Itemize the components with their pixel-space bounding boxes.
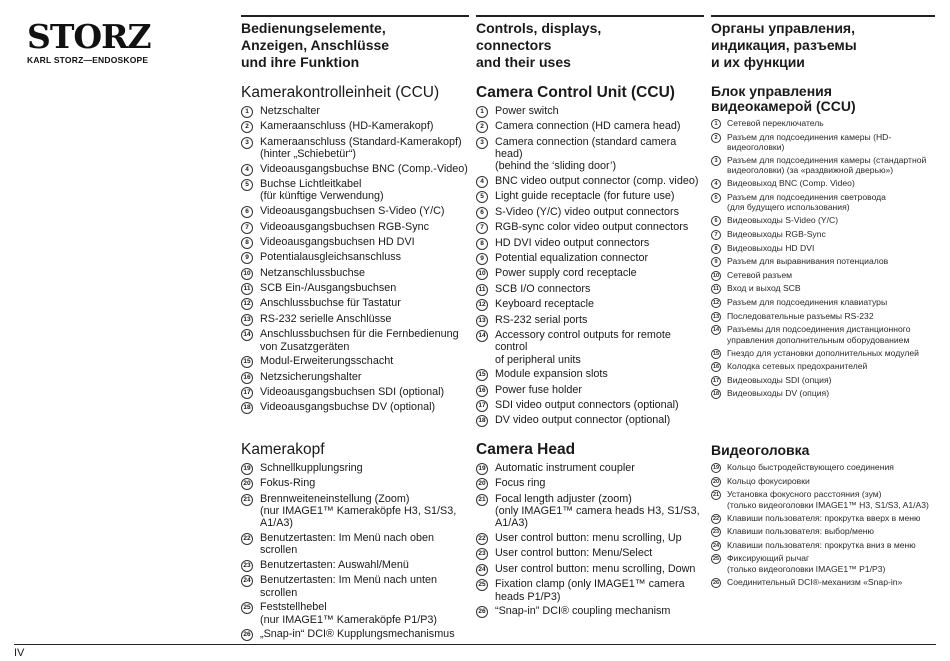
camera-head-title: Kamerakopf	[241, 441, 325, 458]
item-number-badge: 14	[241, 329, 253, 341]
item-number-badge: 1	[711, 119, 721, 129]
list-item	[241, 120, 469, 133]
ccu-title: Kamerakontrolleinheit (CCU)	[241, 84, 440, 101]
ccu-list	[476, 105, 704, 427]
column-header: Органы управления, индикация, разъемы и их функции	[711, 20, 857, 70]
item-text: HD DVI video output connectors	[495, 236, 650, 249]
item-number-badge: 9	[476, 253, 488, 265]
item-number-badge: 15	[712, 350, 720, 357]
item-text: Anschlussbuchsen für die Fernbedienung von Zusatzgeräten	[260, 328, 459, 353]
list-item	[711, 361, 935, 372]
list-item	[241, 574, 469, 599]
item-text: Benutzertasten: Auswahl/Menü	[260, 559, 409, 572]
item-number-badge: 21	[476, 494, 488, 506]
item-text: Netzsicherungshalter	[260, 370, 362, 383]
item-number-badge: 15	[241, 356, 253, 368]
item-number-badge: 21	[241, 494, 253, 506]
column-header: Controls, displays, connectors and their uses	[476, 20, 602, 70]
item-text: Keyboard receptacle	[495, 298, 595, 311]
item-number-badge: 16	[476, 385, 488, 397]
item-number-badge: 23	[712, 529, 720, 536]
item-number-badge: 3	[711, 156, 721, 166]
item-number-badge: 12	[712, 299, 720, 306]
item-number-badge: 25	[712, 556, 720, 563]
item-number-badge: 18	[712, 391, 720, 398]
list-item	[476, 547, 704, 560]
item-number-badge: 23	[476, 548, 488, 560]
item-text: User control button: Menu/Select	[495, 547, 653, 560]
item-number-badge: 3	[476, 137, 488, 149]
list-item	[711, 229, 935, 240]
item-text: Разъем для подсоединения камеры (стандартной видеоголовки) (за «раздвижной дверью»)	[727, 155, 927, 176]
page-number: IV	[14, 647, 25, 659]
list-item	[241, 628, 469, 641]
item-text: Видеовыходы RGB-Sync	[727, 229, 826, 239]
item-number-badge: 18	[241, 402, 253, 414]
item-text: Kameraanschluss (Standard-Kamerakopf) (hinter „Schiebetür“)	[260, 135, 462, 161]
column-english	[476, 20, 704, 618]
list-item	[476, 399, 704, 412]
item-number-badge: 8	[711, 244, 721, 254]
ccu-section	[711, 84, 935, 402]
list-item	[476, 237, 704, 250]
list-item	[241, 401, 469, 414]
item-text: Установка фокусного расстояния (зум) (только видеоголовки IMAGE1™ H3, S1/S3, A1/A3)	[727, 489, 929, 510]
item-number-badge: 3	[241, 137, 253, 149]
item-number-badge: 11	[476, 284, 488, 296]
item-text: S-Video (Y/C) video output connectors	[495, 205, 680, 218]
item-text: Клавиши пользователя: выбор/меню	[727, 526, 874, 537]
item-text: Разъем для подсоединения клавиатуры	[727, 296, 888, 307]
list-item	[476, 605, 704, 618]
item-number-badge: 19	[476, 463, 488, 475]
item-text: Power switch	[495, 105, 559, 117]
list-item	[241, 105, 469, 118]
list-item	[476, 414, 704, 427]
item-text: Light guide receptacle (for future use)	[495, 190, 675, 203]
item-text: Videoausgangsbuchse BNC (Comp.-Video)	[260, 162, 468, 175]
item-text: BNC video output connector (comp. video)	[495, 175, 699, 188]
list-item	[711, 348, 935, 359]
item-number-badge: 16	[241, 372, 253, 384]
item-number-badge: 13	[476, 315, 488, 327]
item-number-badge: 11	[241, 283, 253, 295]
item-text: Buchse Lichtleitkabel (für künftige Verwendung)	[260, 178, 384, 203]
rule-ru	[711, 15, 935, 17]
item-number-badge: 8	[241, 237, 253, 249]
list-item	[476, 298, 704, 311]
item-number-badge: 1	[241, 106, 253, 118]
list-item	[476, 314, 704, 327]
item-text: Videoausgangsbuchsen HD DVI	[260, 235, 415, 248]
item-number-badge: 16	[712, 364, 720, 371]
item-text: Modul-Erweiterungsschacht	[260, 355, 394, 368]
item-number-badge: 23	[241, 560, 253, 572]
list-item	[711, 118, 935, 129]
list-item	[711, 375, 935, 386]
item-number-badge: 2	[241, 121, 253, 133]
storz-logo	[27, 17, 157, 65]
list-item	[711, 476, 935, 487]
list-item	[241, 532, 469, 557]
item-number-badge: 14	[712, 327, 720, 334]
item-text: Anschlussbuchse für Tastatur	[260, 297, 401, 310]
item-text: Accessory control outputs for remote control of peripheral units	[495, 328, 671, 366]
list-item	[711, 270, 935, 281]
list-item	[711, 311, 935, 322]
item-text: RS-232 serial ports	[495, 313, 588, 326]
item-text: Последовательные разъемы RS-232	[727, 310, 874, 321]
ccu-list	[711, 118, 935, 399]
list-item	[476, 532, 704, 545]
item-text: Видеовыходы HD DVI	[727, 242, 815, 253]
list-item	[711, 540, 935, 551]
item-number-badge: 19	[712, 465, 720, 471]
list-item	[476, 283, 704, 296]
item-text: “Snap-in” DCI® coupling mechanism	[495, 605, 671, 618]
item-number-badge: 14	[476, 330, 488, 342]
item-text: Feststellhebel (nur IMAGE1™ Kameraköpfe P1/P3)	[260, 601, 438, 626]
item-text: RGB-sync color video output connectors	[495, 221, 689, 234]
list-item	[711, 215, 935, 226]
list-item	[241, 297, 469, 310]
item-text: User control button: menu scrolling, Down	[495, 562, 696, 575]
item-number-badge: 13	[712, 313, 720, 320]
item-text: Кольцо фокусировки	[727, 475, 810, 486]
list-item	[476, 563, 704, 576]
item-number-badge: 25	[241, 602, 253, 614]
item-number-badge: 9	[711, 257, 721, 267]
item-text: Camera connection (HD camera head)	[495, 120, 681, 133]
item-text: Сетевой разъем	[727, 269, 793, 280]
item-text: Videoausgangsbuchsen SDI (optional)	[260, 386, 445, 399]
list-item	[476, 252, 704, 265]
item-number-badge: 5	[711, 193, 721, 203]
item-text: Kameraanschluss (HD-Kamerakopf)	[260, 120, 434, 133]
list-item	[711, 462, 935, 473]
list-item	[476, 206, 704, 219]
item-number-badge: 7	[241, 222, 253, 234]
item-number-badge: 20	[241, 478, 253, 490]
list-item	[476, 493, 704, 530]
item-number-badge: 22	[241, 533, 253, 545]
item-number-badge: 9	[241, 252, 253, 264]
item-text: Видеовыходы DV (опция)	[727, 388, 830, 399]
item-text: Разъем для выравнивания потенциалов	[727, 256, 889, 267]
item-number-badge: 26	[712, 579, 720, 586]
camera-head-title: Camera Head	[476, 441, 576, 458]
item-text: Videoausgangsbuchsen RGB-Sync	[260, 220, 430, 233]
list-item	[241, 462, 469, 475]
item-number-badge: 18	[476, 415, 488, 427]
list-item	[476, 221, 704, 234]
list-item	[476, 477, 704, 490]
item-text: Potential equalization connector	[495, 252, 649, 265]
item-number-badge: 10	[712, 272, 720, 279]
item-number-badge: 24	[712, 542, 720, 549]
camera-head-list	[711, 462, 935, 588]
list-item	[476, 384, 704, 397]
list-item	[476, 120, 704, 133]
item-number-badge: 22	[712, 515, 720, 522]
item-number-badge: 20	[476, 478, 488, 490]
item-number-badge: 6	[711, 216, 721, 226]
item-text: Focal length adjuster (zoom) (only IMAGE1™ camera heads H3, S1/S3, A1/A3)	[495, 492, 700, 530]
list-item	[241, 386, 469, 399]
item-number-badge: 12	[476, 299, 488, 311]
list-item	[711, 243, 935, 254]
item-text: Видеовыход BNC (Comp. Video)	[727, 178, 855, 189]
list-item	[241, 205, 469, 218]
ccu-section	[476, 84, 704, 430]
list-item	[711, 526, 935, 537]
list-item	[476, 329, 704, 366]
list-item	[711, 283, 935, 294]
item-number-badge: 25	[476, 579, 488, 591]
list-item	[241, 328, 469, 353]
camera-head-title: Видеоголовка	[711, 442, 810, 458]
item-text: Вход и выход SCB	[727, 283, 801, 294]
camera-head-list	[241, 462, 469, 641]
item-text: SCB Ein-/Ausgangsbuchsen	[260, 282, 397, 295]
item-number-badge: 24	[476, 564, 488, 576]
item-text: Potentialausgleichsanschluss	[260, 251, 402, 264]
item-number-badge: 7	[711, 230, 721, 240]
footer-rule	[14, 644, 936, 645]
item-number-badge: 20	[712, 478, 720, 485]
ccu-section	[241, 84, 469, 417]
item-text: Schnellkupplungsring	[260, 462, 363, 474]
list-item	[241, 371, 469, 384]
item-text: Netzanschlussbuchse	[260, 266, 366, 279]
item-text: Netzschalter	[260, 105, 321, 117]
item-text: Кольцо быстродействующего соединения	[727, 462, 894, 472]
item-number-badge: 13	[241, 314, 253, 326]
item-number-badge: 5	[476, 191, 488, 203]
item-text: Power supply cord receptacle	[495, 267, 637, 280]
item-text: Focus ring	[495, 477, 546, 490]
item-number-badge: 6	[241, 206, 253, 218]
list-item	[241, 282, 469, 295]
ccu-title: Блок управления видеокамерой (CCU)	[711, 83, 856, 114]
item-text: Клавиши пользователя: прокрутка вниз в меню	[727, 539, 916, 550]
item-text: Videoausgangsbuchsen S-Video (Y/C)	[260, 205, 445, 218]
list-item	[241, 601, 469, 626]
item-text: Videoausgangsbuchse DV (optional)	[260, 401, 436, 414]
list-item	[711, 192, 935, 213]
list-item	[241, 221, 469, 234]
item-number-badge: 10	[241, 268, 253, 280]
item-text: Фиксирующий рычаг (только видеоголовки IMAGE1™ P1/P3)	[727, 553, 886, 574]
item-number-badge: 7	[476, 222, 488, 234]
ccu-title: Camera Control Unit (CCU)	[476, 84, 675, 101]
list-item	[241, 267, 469, 280]
ccu-list	[241, 105, 469, 414]
item-text: Camera connection (standard camera head) (behind the ‘sliding door’)	[495, 135, 677, 173]
item-number-badge: 17	[476, 400, 488, 412]
camera-head-list	[476, 462, 704, 618]
item-number-badge: 12	[241, 298, 253, 310]
column-header: Bedienungselemente, Anzeigen, Anschlüsse und ihre Funktion	[241, 20, 390, 70]
item-text: Benutzertasten: Im Menü nach oben scrollen	[260, 532, 435, 557]
camera-head-section	[711, 443, 935, 590]
item-text: Fixation clamp (only IMAGE1™ camera heads P1/P3)	[495, 578, 685, 603]
item-text: Видеовыходы SDI (опция)	[727, 374, 832, 385]
item-text: Колодка сетевых предохранителей	[727, 361, 868, 372]
item-number-badge: 24	[241, 575, 253, 587]
item-text: RS-232 serielle Anschlüsse	[260, 312, 392, 325]
list-item	[476, 175, 704, 188]
item-text: Разъем для подсоединения светровода (для будущего использования)	[727, 192, 886, 213]
item-text: Клавиши пользователя: прокрутка вверх в меню	[727, 512, 921, 523]
item-number-badge: 26	[476, 606, 488, 618]
item-number-badge: 8	[476, 238, 488, 250]
item-text: Разъемы для подсоединения дистанционного управления дополнительным оборудованием	[727, 324, 911, 345]
item-number-badge: 4	[476, 176, 488, 188]
item-number-badge: 17	[712, 377, 720, 384]
rule-de	[241, 15, 469, 17]
item-text: Brennweiteneinstellung (Zoom) (nur IMAGE1™ Kameraköpfe H3, S1/S3, A1/A3)	[260, 492, 457, 530]
item-text: „Snap-in“ DCI® Kupplungsmechanismus	[260, 628, 455, 641]
item-text: Module expansion slots	[495, 368, 608, 381]
item-text: DV video output connector (optional)	[495, 414, 671, 427]
item-text: Сетевой переключатель	[727, 118, 824, 128]
item-text: Benutzertasten: Im Menü nach unten scrollen	[260, 574, 438, 599]
list-item	[711, 256, 935, 267]
list-item	[241, 236, 469, 249]
camera-head-section	[476, 441, 704, 621]
list-item	[241, 251, 469, 264]
item-number-badge: 26	[241, 629, 253, 641]
item-text: SCB I/O connectors	[495, 282, 591, 295]
item-text: Разъем для подсоединения камеры (HD- видеоголовки)	[727, 131, 892, 152]
list-item	[476, 578, 704, 603]
item-number-badge: 10	[476, 268, 488, 280]
list-item	[711, 297, 935, 308]
camera-head-section	[241, 441, 469, 644]
item-number-badge: 4	[241, 164, 253, 176]
list-item	[711, 178, 935, 189]
list-item	[241, 559, 469, 572]
item-text: Fokus-Ring	[260, 477, 316, 490]
item-text: Power fuse holder	[495, 383, 583, 396]
list-item	[711, 324, 935, 345]
list-item	[711, 513, 935, 524]
list-item	[241, 163, 469, 176]
item-number-badge: 4	[711, 179, 721, 189]
item-number-badge: 19	[241, 463, 253, 475]
item-number-badge: 21	[712, 492, 720, 499]
list-item	[241, 178, 469, 203]
list-item	[476, 190, 704, 203]
list-item	[241, 355, 469, 368]
column-russian	[711, 20, 935, 587]
item-text: User control button: menu scrolling, Up	[495, 532, 682, 545]
item-number-badge: 22	[476, 533, 488, 545]
list-item	[476, 267, 704, 280]
list-item	[241, 136, 469, 161]
item-text: Automatic instrument coupler	[495, 462, 635, 474]
item-number-badge: 6	[476, 207, 488, 219]
item-text: SDI video output connectors (optional)	[495, 399, 679, 412]
item-number-badge: 11	[711, 284, 721, 294]
list-item	[711, 577, 935, 588]
item-number-badge: 15	[476, 369, 488, 381]
list-item	[711, 553, 935, 574]
item-text: Гнездо для установки дополнительных модулей	[727, 347, 919, 358]
logo-subtitle: KARL STORZ—ENDOSKOPE	[27, 55, 149, 65]
list-item	[476, 462, 704, 475]
list-item	[476, 368, 704, 381]
list-item	[241, 477, 469, 490]
list-item	[241, 493, 469, 530]
list-item	[476, 105, 704, 118]
list-item	[476, 136, 704, 173]
item-number-badge: 2	[711, 133, 721, 143]
item-number-badge: 1	[476, 106, 488, 118]
list-item	[241, 313, 469, 326]
column-german	[241, 20, 469, 641]
list-item	[711, 489, 935, 510]
item-number-badge: 5	[241, 179, 253, 191]
list-item	[711, 155, 935, 176]
item-text: Соединительный DCI®-механизм «Snap-in»	[727, 576, 903, 587]
item-number-badge: 2	[476, 121, 488, 133]
logo-wordmark: STORZ	[27, 17, 151, 56]
item-number-badge: 17	[241, 387, 253, 399]
list-item	[711, 132, 935, 153]
item-text: Видеовыходы S-Video (Y/C)	[727, 215, 839, 226]
list-item	[711, 388, 935, 399]
rule-en	[476, 15, 704, 17]
